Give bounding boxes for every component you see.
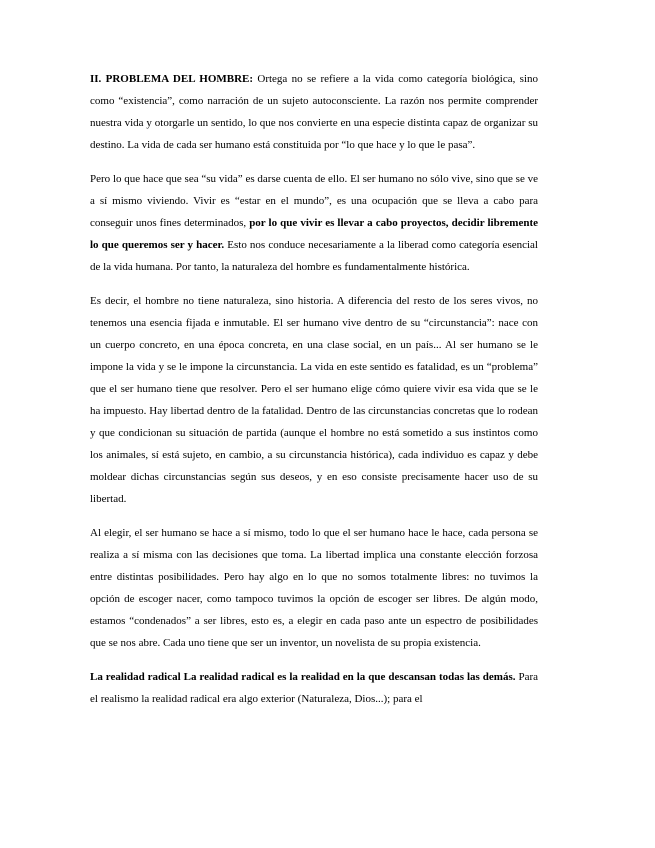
- paragraph-text: Para el realismo la realidad radical era algo exterior (Naturaleza, Dios...); para el: [90, 671, 538, 705]
- paragraph-circunstancia: [90, 290, 538, 510]
- paragraph-su-vida: [90, 168, 538, 278]
- paragraph-problema-del-hombre: [90, 68, 538, 156]
- section-heading: II. PROBLEMA DEL HOMBRE:: [90, 73, 254, 85]
- paragraph-realidad-radical: [90, 666, 538, 710]
- paragraph-text: Pero lo que hace que sea “su vida” es darse cuenta de ello. El ser humano no sólo vive, sino que se ve a sí mismo viviendo. Vivir es “estar en el mundo”, es una ocupación que se lleva a cabo para conseguir unos fines determinados,: [90, 173, 538, 229]
- paragraph-text: Esto nos conduce necesariamente a la liberad como categoría esencial de la vida humana. Por tanto, la naturaleza del hombre es fundamentalmente histórica.: [90, 239, 538, 273]
- paragraph-text: Ortega no se refiere a la vida como categoría biológica, sino como “existencia”, como narración de un sujeto autoconsciente. La razón nos permite comprender nuestra vida y otorgarle un sentido, lo que nos convierte en una especie distinta capaz de organizar su destino. La vida de cada ser humano está constituida por “lo que hace y lo que le pasa”.: [90, 73, 538, 151]
- paragraph-text: Es decir, el hombre no tiene naturaleza, sino historia. A diferencia del resto de los seres vivos, no tenemos una esencia fijada e inmutable. El ser humano vive dentro de su “circunstancia”: nace con un cuerpo concreto, en una época concreta, en una clase social, en un país... Al ser humano se le impone la vida y se le impone la circunstancia. La vida en este sentido es fatalidad, es un “problema” que el ser humano tiene que resolver. Pero el ser humano elige cómo quiere vivir esa vida que se le ha impuesto. Hay libertad dentro de la fatalidad. Dentro de las circunstancias concretas que lo rodean y que condicionan su situación de partida (aunque el hombre no está sometido a sus instintos como los animales, sí está sujeto, en cambio, a su circunstancia histórica), cada individuo es capaz y debe moldear dichas circunstancias según sus deseos, y en eso consiste precisamente hacer uso de su libertad.: [90, 295, 538, 505]
- paragraph-libertad: [90, 522, 538, 654]
- emphasis-text: por lo que vivir es llevar a cabo proyectos, decidir libremente lo que queremos ser y hacer.: [90, 217, 538, 251]
- paragraph-text: Al elegir, el ser humano se hace a sí mismo, todo lo que el ser humano hace le hace, cada persona se realiza a sí misma con las decisiones que toma. La libertad implica una constante elección forzosa entre distintas posibilidades. Pero hay algo en lo que no somos totalmente libres: no tuvimos la opción de escoger nacer, como tampoco tuvimos la opción de escoger ser libres. De algún modo, estamos “condenados” a ser libres, esto es, a elegir en cada paso ante un espectro de posibilidades que se nos abre. Cada uno tiene que ser un inventor, un novelista de su propia existencia.: [90, 527, 538, 649]
- document-page: [90, 68, 538, 722]
- emphasis-text: La realidad radical La realidad radical es la realidad en la que descansan todas las demás.: [90, 671, 516, 683]
